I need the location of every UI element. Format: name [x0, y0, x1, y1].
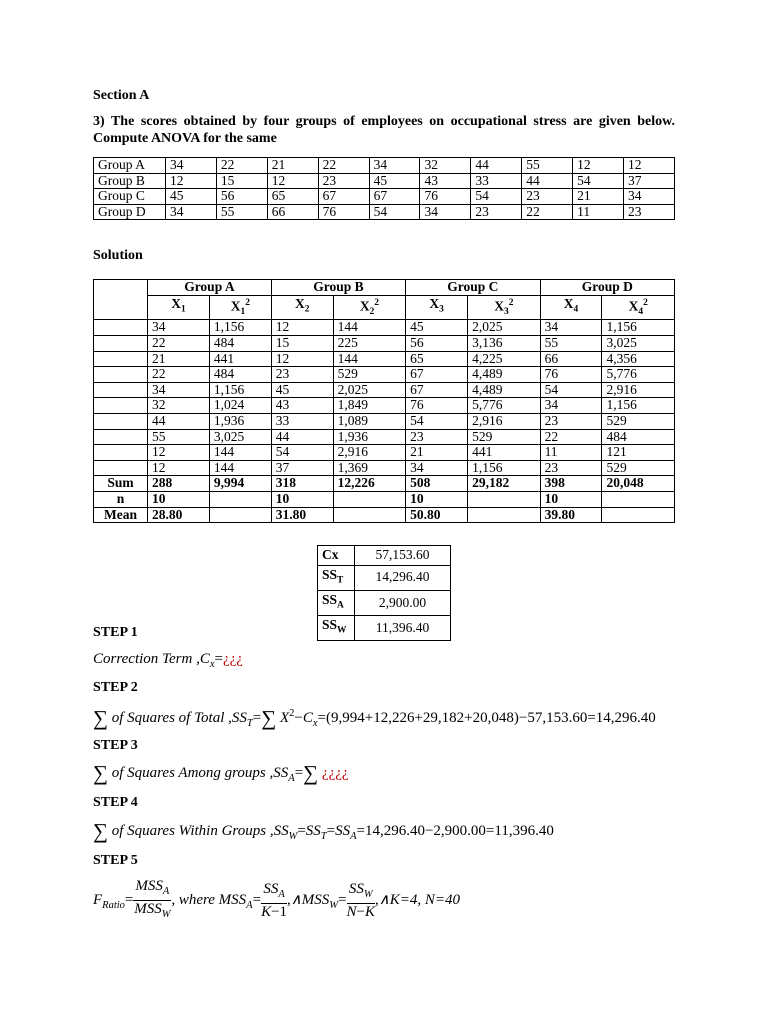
data-cell: 529	[602, 413, 675, 429]
total-cell	[602, 491, 675, 507]
summary-key-sub: T	[337, 575, 344, 586]
data-cell: 23	[540, 460, 602, 476]
step2-symbol: SS	[231, 710, 247, 726]
data-cell: 23	[540, 413, 602, 429]
sum-sign-icon: ∑	[93, 761, 108, 785]
step2-title: STEP 2	[93, 680, 138, 695]
total-label: Mean	[94, 507, 148, 523]
row-label	[94, 335, 148, 351]
column-header-sub: 4	[573, 305, 579, 316]
total-cell	[333, 507, 406, 523]
data-cell: 225	[333, 335, 406, 351]
data-cell: 2,025	[468, 320, 541, 336]
score-cell: 11	[573, 204, 624, 220]
summary-key-base: SS	[322, 591, 338, 607]
step4-subscript: W	[288, 831, 298, 842]
score-cell: 54	[369, 204, 420, 220]
data-cell: 4,225	[468, 351, 541, 367]
question-scores-table	[93, 157, 675, 220]
score-cell: 12	[624, 158, 675, 174]
step4-expression: =14,296.40−2,900.00=11,396.40	[356, 823, 554, 839]
step5-ratio-subscript: Ratio	[102, 899, 125, 911]
total-cell	[333, 491, 406, 507]
row-label	[94, 398, 148, 414]
f-ratio-fraction: $\frac{MSS_A}{MSS_W}$	[134, 878, 171, 920]
data-cell: 12	[271, 351, 333, 367]
summary-key-base: Cx	[322, 547, 339, 562]
total-cell: 50.80	[406, 507, 468, 523]
step2-expression: 9,994+12,226+29,182+20,048	[331, 710, 514, 726]
score-cell: 32	[420, 158, 471, 174]
total-cell: 10	[148, 491, 210, 507]
column-header	[333, 295, 406, 320]
step1-symbol: C	[199, 651, 210, 667]
summary-value: 11,396.40	[355, 616, 451, 641]
column-header-sup: 2	[374, 297, 380, 308]
question-row	[94, 158, 675, 174]
table-row	[94, 413, 675, 429]
summary-key	[318, 616, 355, 641]
data-cell: 45	[271, 382, 333, 398]
total-cell	[209, 491, 271, 507]
mssw-fraction: $\frac{SS_W}{N-K}$	[346, 881, 375, 920]
data-cell: 37	[271, 460, 333, 476]
data-cell: 34	[406, 460, 468, 476]
data-cell: 76	[406, 398, 468, 414]
step2-equation: ∑ of Squares of Total $,SS_T=\sum$ $X^2-C_x=(9,994+12,226+29,182+20,048)-57,153.60=14,296.40$	[93, 706, 656, 730]
data-cell: 23	[271, 367, 333, 383]
data-cell: 144	[333, 320, 406, 336]
data-cell: 43	[271, 398, 333, 414]
column-header	[602, 295, 675, 320]
score-cell: 23	[471, 204, 522, 220]
table-row	[94, 429, 675, 445]
mssa-fraction: $\frac{SS_A}{K-1}$	[261, 881, 288, 920]
summary-key	[318, 565, 355, 590]
score-cell: 37	[624, 173, 675, 189]
data-cell: 144	[209, 460, 271, 476]
data-cell: 144	[209, 445, 271, 461]
data-cell: 1,024	[209, 398, 271, 414]
summary-row	[318, 590, 451, 615]
data-cell: 45	[406, 320, 468, 336]
data-cell: 66	[540, 351, 602, 367]
score-cell: 43	[420, 173, 471, 189]
data-cell: 34	[540, 398, 602, 414]
summary-key-sub: W	[337, 625, 347, 636]
score-cell: 54	[471, 189, 522, 205]
total-cell	[468, 507, 541, 523]
step5-title: STEP 5	[93, 853, 138, 868]
data-cell: 2,025	[333, 382, 406, 398]
total-cell: 10	[271, 491, 333, 507]
column-header-sub: 3	[439, 305, 444, 316]
row-label	[94, 351, 148, 367]
column-header	[209, 295, 271, 320]
total-cell: 29,182	[468, 476, 541, 492]
data-cell: 2,916	[602, 382, 675, 398]
table-row	[94, 445, 675, 461]
step3-value: ¿¿¿¿	[321, 765, 349, 781]
step4-equation: ∑ of Squares Within Groups $,SS_W=SS_T=SS_A=14,296.40-2,900.00=11,396.40$	[93, 819, 554, 843]
data-cell: 44	[271, 429, 333, 445]
column-header-sub: 4	[638, 306, 644, 317]
table-row	[94, 335, 675, 351]
row-label	[94, 429, 148, 445]
column-header-sub: 3	[503, 306, 509, 317]
data-cell: 22	[148, 367, 210, 383]
score-cell: 34	[420, 204, 471, 220]
data-cell: 1,936	[333, 429, 406, 445]
score-cell: 22	[522, 204, 573, 220]
data-cell: 67	[406, 382, 468, 398]
group-header-row	[94, 280, 675, 296]
group-header: Group C	[406, 280, 540, 296]
total-row	[94, 476, 675, 492]
data-cell: 484	[209, 335, 271, 351]
group-label: Group B	[94, 173, 166, 189]
question-text: 3) The scores obtained by four groups of employees on occupational stress are given below. Compute ANOVA for the same	[93, 114, 675, 146]
data-cell: 15	[271, 335, 333, 351]
total-cell	[602, 507, 675, 523]
group-label: Group A	[94, 158, 166, 174]
row-label	[94, 445, 148, 461]
total-cell: 9,994	[209, 476, 271, 492]
row-label	[94, 320, 148, 336]
data-cell: 1,369	[333, 460, 406, 476]
total-cell	[209, 507, 271, 523]
data-cell: 1,156	[209, 320, 271, 336]
solution-table	[93, 279, 675, 523]
group-header: Group A	[148, 280, 272, 296]
group-label: Group C	[94, 189, 166, 205]
column-header-sup: 2	[643, 297, 648, 308]
data-cell: 32	[148, 398, 210, 414]
row-label	[94, 460, 148, 476]
data-cell: 2,916	[468, 413, 541, 429]
data-cell: 34	[540, 320, 602, 336]
step3-equation: ∑ of Squares Among groups $,SS_A=\sum$ ¿¿¿¿	[93, 761, 349, 785]
score-cell: 45	[369, 173, 420, 189]
step1-value: ¿¿¿	[222, 651, 243, 667]
score-cell: 66	[267, 204, 318, 220]
column-header	[271, 295, 333, 320]
total-cell: 508	[406, 476, 468, 492]
column-header-sub: 1	[180, 305, 186, 316]
step1-equation: Correction Term $,C_x=¿¿¿$	[93, 651, 243, 670]
table-row	[94, 320, 675, 336]
score-cell: 23	[318, 173, 369, 189]
step5-k: K=4	[389, 891, 418, 908]
summary-value: 2,900.00	[355, 590, 451, 615]
data-cell: 11	[540, 445, 602, 461]
total-cell: 39.80	[540, 507, 602, 523]
sum-sign-icon: ∑	[261, 706, 277, 730]
table-row	[94, 398, 675, 414]
data-cell: 1,156	[602, 398, 675, 414]
total-cell: 28.80	[148, 507, 210, 523]
score-cell: 56	[216, 189, 267, 205]
score-cell: 23	[624, 204, 675, 220]
column-header-base: X	[294, 296, 305, 312]
score-cell: 23	[522, 189, 573, 205]
section-heading: Section A	[93, 88, 150, 103]
column-header	[148, 295, 210, 320]
score-cell: 34	[624, 189, 675, 205]
score-cell: 12	[267, 173, 318, 189]
summary-value: 14,296.40	[355, 565, 451, 590]
step4-title: STEP 4	[93, 795, 138, 810]
score-cell: 33	[471, 173, 522, 189]
step3-label: of Squares Among groups	[111, 765, 266, 781]
column-header-sup: 2	[508, 297, 514, 308]
score-cell: 76	[420, 189, 471, 205]
score-cell: 76	[318, 204, 369, 220]
question-row	[94, 204, 675, 220]
step1-subscript: x	[209, 659, 215, 670]
data-cell: 121	[602, 445, 675, 461]
data-cell: 34	[148, 382, 210, 398]
step4-symbol: SS	[273, 823, 289, 839]
score-cell: 22	[216, 158, 267, 174]
data-cell: 3,025	[209, 429, 271, 445]
score-cell: 54	[573, 173, 624, 189]
row-label	[94, 413, 148, 429]
data-cell: 23	[406, 429, 468, 445]
score-cell: 65	[267, 189, 318, 205]
data-cell: 33	[271, 413, 333, 429]
data-cell: 76	[540, 367, 602, 383]
sum-sign-icon: ∑	[93, 819, 108, 843]
step2-result: −57,153.60=14,296.40	[518, 710, 656, 726]
data-cell: 4,356	[602, 351, 675, 367]
column-header-base: X	[230, 298, 241, 314]
data-cell: 529	[333, 367, 406, 383]
step2-label: of Squares of Total	[111, 710, 225, 726]
data-cell: 529	[602, 460, 675, 476]
data-cell: 1,849	[333, 398, 406, 414]
step5-equation: $F_{Ratio}=$ $\frac{MSS_A}{MSS_W}$ , where $MSS_A=$ $\frac{SS_A}{K-1}$ $,\wedge MSS_W=$ $\frac{SS_W}{N-K}$ ,∧K=4, N=40	[93, 878, 460, 925]
score-cell: 21	[573, 189, 624, 205]
data-cell: 3,136	[468, 335, 541, 351]
score-cell: 12	[573, 158, 624, 174]
score-cell: 67	[318, 189, 369, 205]
column-header-base: X	[359, 298, 370, 314]
summary-row	[318, 616, 451, 641]
question-row	[94, 189, 675, 205]
data-cell: 34	[148, 320, 210, 336]
data-cell: 1,156	[209, 382, 271, 398]
summary-row	[318, 565, 451, 590]
data-cell: 1,089	[333, 413, 406, 429]
column-header-row	[94, 295, 675, 320]
step3-symbol: SS	[273, 765, 289, 781]
summary-key-base: SS	[322, 617, 338, 633]
data-cell: 22	[540, 429, 602, 445]
table-row	[94, 382, 675, 398]
step4-label: of Squares Within Groups	[111, 823, 267, 839]
score-cell: 55	[216, 204, 267, 220]
score-cell: 44	[471, 158, 522, 174]
step2-subscript: T	[246, 718, 253, 729]
row-label	[94, 382, 148, 398]
data-cell: 5,776	[602, 367, 675, 383]
column-header-sub: 2	[369, 306, 375, 317]
score-cell: 45	[166, 189, 217, 205]
summary-table	[317, 545, 451, 641]
total-cell: 318	[271, 476, 333, 492]
column-header	[406, 295, 468, 320]
step3-title: STEP 3	[93, 738, 138, 753]
row-label	[94, 367, 148, 383]
table-row	[94, 460, 675, 476]
sum-sign-icon: ∑	[303, 761, 319, 785]
data-cell: 529	[468, 429, 541, 445]
data-cell: 4,489	[468, 382, 541, 398]
total-cell	[468, 491, 541, 507]
step1-label: Correction Term	[93, 651, 193, 667]
table-row	[94, 367, 675, 383]
total-cell: 10	[540, 491, 602, 507]
total-row	[94, 491, 675, 507]
table-row	[94, 351, 675, 367]
data-cell: 54	[406, 413, 468, 429]
score-cell: 44	[522, 173, 573, 189]
score-cell: 55	[522, 158, 573, 174]
data-cell: 56	[406, 335, 468, 351]
summary-key-sub: A	[337, 600, 344, 611]
column-header-base: X	[494, 298, 504, 314]
column-header-base: X	[628, 298, 639, 314]
score-cell: 21	[267, 158, 318, 174]
column-header-base: X	[429, 296, 440, 312]
column-header	[468, 295, 541, 320]
data-cell: 144	[333, 351, 406, 367]
summary-row	[318, 546, 451, 566]
score-cell: 15	[216, 173, 267, 189]
score-cell: 34	[369, 158, 420, 174]
total-row	[94, 507, 675, 523]
summary-key	[318, 546, 355, 566]
data-cell: 55	[540, 335, 602, 351]
total-label: n	[94, 491, 148, 507]
data-cell: 12	[148, 460, 210, 476]
column-header-base: X	[171, 296, 181, 312]
score-cell: 34	[166, 158, 217, 174]
total-cell: 10	[406, 491, 468, 507]
data-cell: 44	[148, 413, 210, 429]
data-cell: 484	[602, 429, 675, 445]
data-cell: 4,489	[468, 367, 541, 383]
data-cell: 3,025	[602, 335, 675, 351]
data-cell: 67	[406, 367, 468, 383]
group-header: Group B	[271, 280, 405, 296]
summary-key	[318, 590, 355, 615]
summary-key-base: SS	[322, 566, 338, 582]
group-label: Group D	[94, 204, 166, 220]
data-cell: 55	[148, 429, 210, 445]
data-cell: 54	[540, 382, 602, 398]
column-header-base: X	[563, 296, 574, 312]
data-cell: 12	[148, 445, 210, 461]
column-header-sub: 2	[304, 305, 310, 316]
score-cell: 22	[318, 158, 369, 174]
data-cell: 1,936	[209, 413, 271, 429]
score-cell: 67	[369, 189, 420, 205]
step5-where: where	[178, 891, 215, 908]
group-header: Group D	[540, 280, 674, 296]
summary-value: 57,153.60	[355, 546, 451, 566]
data-cell: 12	[271, 320, 333, 336]
total-cell: 20,048	[602, 476, 675, 492]
data-cell: 2,916	[333, 445, 406, 461]
solution-heading: Solution	[93, 248, 143, 263]
data-cell: 441	[468, 445, 541, 461]
data-cell: 54	[271, 445, 333, 461]
data-cell: 21	[148, 351, 210, 367]
column-header	[540, 295, 602, 320]
data-cell: 21	[406, 445, 468, 461]
data-cell: 5,776	[468, 398, 541, 414]
score-cell: 12	[166, 173, 217, 189]
data-cell: 22	[148, 335, 210, 351]
question-row	[94, 173, 675, 189]
score-cell: 34	[166, 204, 217, 220]
sum-sign-icon: ∑	[93, 706, 108, 730]
data-cell: 1,156	[602, 320, 675, 336]
total-cell: 12,226	[333, 476, 406, 492]
step3-subscript: A	[288, 773, 295, 784]
step1-title: STEP 1	[93, 625, 138, 640]
data-cell: 65	[406, 351, 468, 367]
column-header-sub: 1	[240, 306, 246, 317]
column-header-sup: 2	[245, 297, 250, 308]
total-label: Sum	[94, 476, 148, 492]
step5-n: N=40	[424, 891, 461, 908]
data-cell: 441	[209, 351, 271, 367]
data-cell: 484	[209, 367, 271, 383]
total-cell: 288	[148, 476, 210, 492]
data-cell: 1,156	[468, 460, 541, 476]
total-cell: 31.80	[271, 507, 333, 523]
total-cell: 398	[540, 476, 602, 492]
